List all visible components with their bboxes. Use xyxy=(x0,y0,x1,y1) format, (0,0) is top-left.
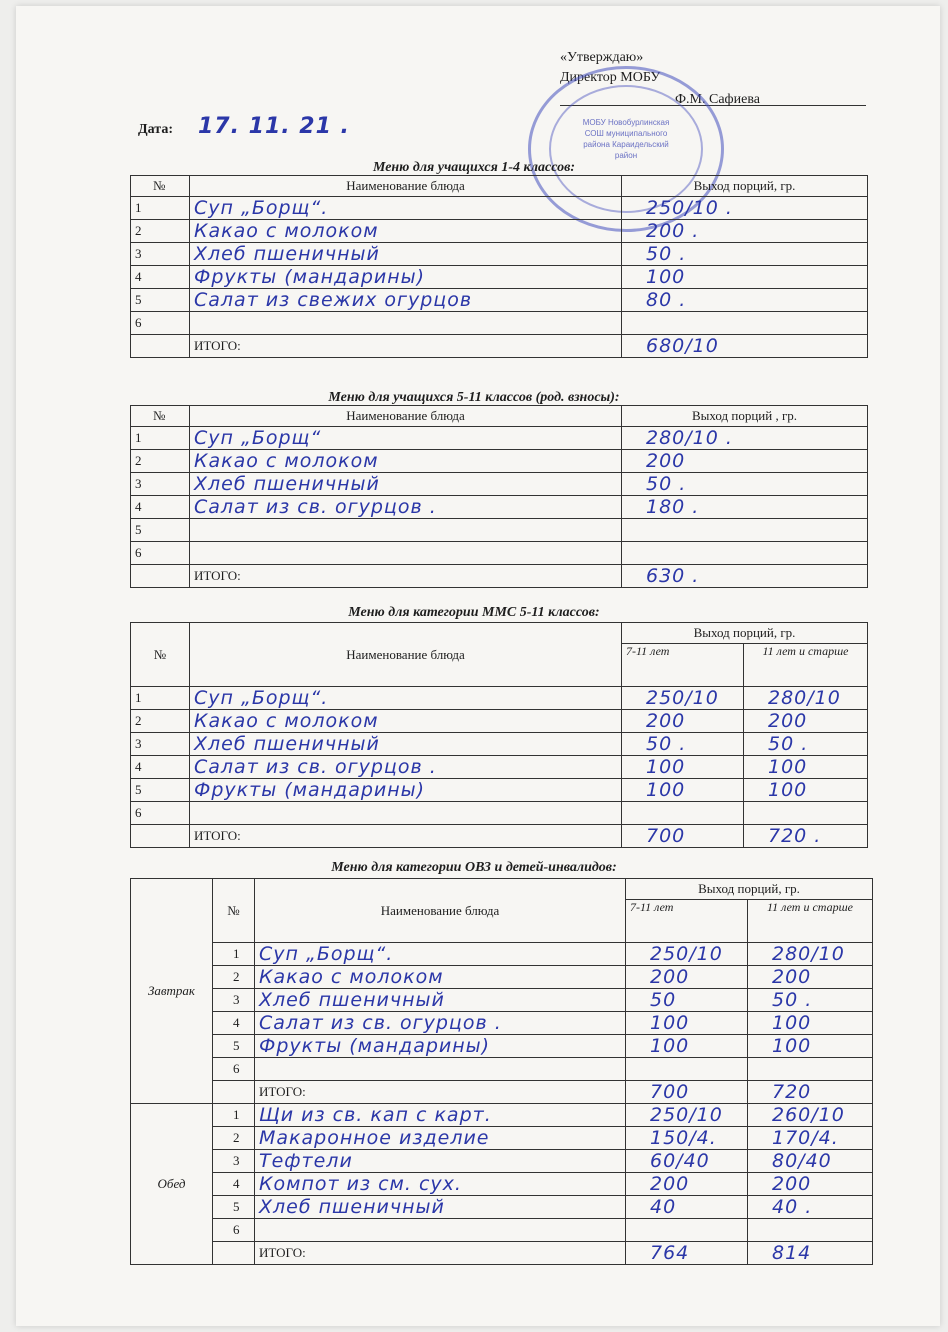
approval-title: «Утверждаю» xyxy=(560,50,644,65)
total-value-11-plus: 720 xyxy=(772,1081,812,1103)
row-number: 1 xyxy=(213,943,255,966)
dish-cell xyxy=(255,943,626,966)
dish-name: Хлеб пшеничный xyxy=(259,1196,445,1218)
dish-cell xyxy=(255,1058,626,1081)
total-cell xyxy=(622,335,868,358)
table-row xyxy=(131,1104,873,1127)
output-value-7-11: 100 xyxy=(646,756,686,778)
output-value-7-11 xyxy=(630,1058,650,1080)
age-11-plus-header: 11 лет и старше xyxy=(744,644,868,687)
total-row xyxy=(131,1242,873,1265)
dish-name: Щи из св. кап с карт. xyxy=(259,1104,492,1126)
total-value-11-plus: 720 . xyxy=(768,825,822,847)
dish-name: Суп „Борщ“ xyxy=(194,427,322,449)
output-value-7-11: 250/10 xyxy=(646,687,719,709)
table-row xyxy=(131,496,868,519)
row-number: 5 xyxy=(131,519,190,542)
dish-name: Фрукты (мандарины) xyxy=(259,1035,491,1057)
dish-name: Хлеб пшеничный xyxy=(194,473,380,495)
table-row xyxy=(131,802,868,825)
output-cell xyxy=(748,1104,873,1127)
output-cell xyxy=(622,687,744,710)
output-cell xyxy=(622,733,744,756)
output-value: 100 xyxy=(646,266,686,288)
dish-name: Хлеб пшеничный xyxy=(194,733,380,755)
output-value-11-plus: 40 . xyxy=(772,1196,813,1218)
output-value xyxy=(626,542,646,564)
row-number: 5 xyxy=(131,289,190,312)
output-cell xyxy=(744,687,868,710)
output-value xyxy=(626,312,646,334)
output-cell xyxy=(622,450,868,473)
table-row xyxy=(131,779,868,802)
dish-cell xyxy=(255,989,626,1012)
table-row xyxy=(131,756,868,779)
output-value: 280/10 . xyxy=(646,427,733,449)
approval-name: Ф.М. Сафиева xyxy=(675,92,760,107)
output-cell xyxy=(622,289,868,312)
dish-cell xyxy=(255,1150,626,1173)
output-cell xyxy=(622,756,744,779)
output-cell xyxy=(626,1035,748,1058)
output-cell xyxy=(748,1127,873,1150)
row-number: 2 xyxy=(213,966,255,989)
table-row xyxy=(131,289,868,312)
dish-cell xyxy=(190,450,622,473)
output-cell xyxy=(622,243,868,266)
dish-name: Хлеб пшеничный xyxy=(194,243,380,265)
row-number: 1 xyxy=(213,1104,255,1127)
output-cell xyxy=(748,1058,873,1081)
output-value: 50 . xyxy=(646,243,687,265)
dish-cell xyxy=(190,266,622,289)
age-7-11-header: 7-11 лет xyxy=(622,644,744,687)
output-value-11-plus: 100 xyxy=(772,1012,812,1034)
total-value: 630 . xyxy=(646,565,700,587)
output-cell xyxy=(748,1196,873,1219)
output-cell xyxy=(744,733,868,756)
dish-cell xyxy=(190,197,622,220)
dish-cell xyxy=(190,542,622,565)
menu3-table xyxy=(130,622,868,848)
dish-header: Наименование блюда xyxy=(190,176,622,197)
menu4-caption: Меню для категории ОВЗ и детей-инвалидов: xyxy=(331,860,617,875)
output-cell xyxy=(748,1012,873,1035)
total-cell xyxy=(748,1081,873,1104)
output-value-7-11: 200 xyxy=(650,1173,690,1195)
output-cell xyxy=(622,427,868,450)
table-header-row xyxy=(131,406,868,427)
dish-cell xyxy=(190,802,622,825)
total-label: ИТОГО: xyxy=(190,335,622,358)
empty-cell xyxy=(131,335,190,358)
menu4-table xyxy=(130,878,873,1265)
table-row xyxy=(131,1173,873,1196)
output-cell xyxy=(622,802,744,825)
row-number: 4 xyxy=(213,1173,255,1196)
dish-cell xyxy=(190,779,622,802)
row-number: 4 xyxy=(131,756,190,779)
num-header: № xyxy=(131,406,190,427)
table-row xyxy=(131,266,868,289)
dish-name: Макаронное изделие xyxy=(259,1127,490,1149)
num-header: № xyxy=(131,623,190,687)
row-number: 4 xyxy=(131,496,190,519)
output-cell xyxy=(748,1173,873,1196)
dish-cell xyxy=(255,1219,626,1242)
total-row xyxy=(131,565,868,588)
dish-header: Наименование блюда xyxy=(255,879,626,943)
output-value-11-plus: 50 . xyxy=(768,733,809,755)
output-cell xyxy=(626,1219,748,1242)
approval-position: Директор МОБУ xyxy=(560,70,661,85)
menu3-caption: Меню для категории ММС 5-11 классов: xyxy=(348,605,600,620)
dish-cell xyxy=(190,427,622,450)
output-value-11-plus: 200 xyxy=(768,710,808,732)
output-cell xyxy=(622,710,744,733)
row-number: 6 xyxy=(213,1219,255,1242)
dish-name: Суп „Борщ“. xyxy=(194,687,329,709)
output-header: Выход порций, гр. xyxy=(622,176,868,197)
output-cell xyxy=(626,1173,748,1196)
output-cell xyxy=(744,710,868,733)
output-value-11-plus: 200 xyxy=(772,1173,812,1195)
row-number: 2 xyxy=(213,1127,255,1150)
dish-cell xyxy=(190,473,622,496)
row-number: 1 xyxy=(131,687,190,710)
output-cell xyxy=(748,1219,873,1242)
total-cell xyxy=(748,1242,873,1265)
output-value-7-11: 150/4. xyxy=(650,1127,717,1149)
dish-cell xyxy=(255,1127,626,1150)
total-label: ИТОГО: xyxy=(255,1081,626,1104)
row-number: 6 xyxy=(131,542,190,565)
output-cell xyxy=(622,220,868,243)
total-value-7-11: 700 xyxy=(650,1081,690,1103)
row-number: 6 xyxy=(213,1058,255,1081)
dish-cell xyxy=(190,733,622,756)
output-cell xyxy=(622,473,868,496)
age-7-11-header: 7-11 лет xyxy=(626,900,748,943)
table-row xyxy=(131,1219,873,1242)
total-row xyxy=(131,825,868,848)
output-cell xyxy=(626,989,748,1012)
dish-name: Суп „Борщ“. xyxy=(194,197,329,219)
meal-label-breakfast: Завтрак xyxy=(131,879,213,1104)
row-number: 2 xyxy=(131,450,190,473)
dish-cell xyxy=(190,710,622,733)
output-value-7-11: 200 xyxy=(650,966,690,988)
table-header-row xyxy=(131,176,868,197)
output-cell xyxy=(626,1127,748,1150)
output-cell xyxy=(626,966,748,989)
output-value: 180 . xyxy=(646,496,700,518)
dish-cell xyxy=(190,243,622,266)
output-value: 80 . xyxy=(646,289,687,311)
total-cell xyxy=(622,565,868,588)
output-value xyxy=(626,519,646,541)
dish-cell xyxy=(255,966,626,989)
table-row xyxy=(131,989,873,1012)
table-row xyxy=(131,1150,873,1173)
row-number: 4 xyxy=(131,266,190,289)
table-header-row xyxy=(131,879,873,900)
age-11-plus-header: 11 лет и старше xyxy=(748,900,873,943)
table-row xyxy=(131,1196,873,1219)
table-row xyxy=(131,1058,873,1081)
output-value-7-11 xyxy=(626,802,646,824)
stamp-text: МОБУ Новобурлинская СОШ муниципального района Караидельский район xyxy=(582,118,670,160)
output-cell xyxy=(626,1196,748,1219)
output-value: 50 . xyxy=(646,473,687,495)
output-cell xyxy=(622,519,868,542)
total-row xyxy=(131,1081,873,1104)
output-value-11-plus xyxy=(752,1058,772,1080)
output-value-11-plus xyxy=(748,802,768,824)
row-number: 3 xyxy=(131,733,190,756)
row-number: 5 xyxy=(213,1035,255,1058)
table-row xyxy=(131,542,868,565)
output-value-11-plus: 280/10 xyxy=(772,943,845,965)
output-value: 250/10 . xyxy=(646,197,733,219)
output-value-7-11: 60/40 xyxy=(650,1150,710,1172)
output-cell xyxy=(744,756,868,779)
total-cell xyxy=(744,825,868,848)
total-value-7-11: 764 xyxy=(650,1242,690,1264)
num-header: № xyxy=(213,879,255,943)
output-cell xyxy=(622,266,868,289)
dish-name: Тефтели xyxy=(259,1150,353,1172)
dish-header: Наименование блюда xyxy=(190,406,622,427)
table-row xyxy=(131,943,873,966)
table-row xyxy=(131,1035,873,1058)
table-row xyxy=(131,312,868,335)
row-number: 6 xyxy=(131,312,190,335)
dish-name: Какао с молоком xyxy=(259,966,444,988)
dish-cell xyxy=(255,1104,626,1127)
output-value-11-plus xyxy=(752,1219,772,1241)
total-row xyxy=(131,335,868,358)
table-row xyxy=(131,243,868,266)
dish-header: Наименование блюда xyxy=(190,623,622,687)
row-number: 4 xyxy=(213,1012,255,1035)
output-cell xyxy=(626,1150,748,1173)
output-cell xyxy=(748,1150,873,1173)
table-row xyxy=(131,427,868,450)
output-header: Выход порций , гр. xyxy=(622,406,868,427)
output-cell xyxy=(748,966,873,989)
output-cell xyxy=(622,496,868,519)
dish-name: Компот из см. сух. xyxy=(259,1173,462,1195)
dish-cell xyxy=(190,220,622,243)
output-cell xyxy=(622,779,744,802)
output-cell xyxy=(622,312,868,335)
row-number: 3 xyxy=(131,243,190,266)
row-number: 3 xyxy=(131,473,190,496)
table-row xyxy=(131,1012,873,1035)
row-number: 2 xyxy=(131,710,190,733)
output-value-7-11: 250/10 xyxy=(650,1104,723,1126)
output-cell xyxy=(626,1012,748,1035)
empty-cell xyxy=(131,565,190,588)
dish-cell xyxy=(255,1012,626,1035)
empty-cell xyxy=(213,1081,255,1104)
output-cell xyxy=(626,1104,748,1127)
output-cell xyxy=(748,1035,873,1058)
table-row xyxy=(131,197,868,220)
output-cell xyxy=(626,1058,748,1081)
output-cell xyxy=(622,197,868,220)
output-cell xyxy=(748,989,873,1012)
output-value-7-11: 40 xyxy=(650,1196,677,1218)
table-row xyxy=(131,966,873,989)
row-number: 6 xyxy=(131,802,190,825)
dish-cell xyxy=(190,496,622,519)
output-cell xyxy=(622,542,868,565)
dish-cell xyxy=(255,1173,626,1196)
total-value: 680/10 xyxy=(646,335,719,357)
dish-cell xyxy=(190,519,622,542)
dish-cell xyxy=(255,1196,626,1219)
menu2-caption: Меню для учащихся 5-11 классов (род. взносы): xyxy=(328,390,620,405)
dish-name: Салат из св. огурцов . xyxy=(194,756,437,778)
dish-name: Хлеб пшеничный xyxy=(259,989,445,1011)
output-value-11-plus: 260/10 xyxy=(772,1104,845,1126)
row-number: 3 xyxy=(213,1150,255,1173)
row-number: 1 xyxy=(131,197,190,220)
dish-name: Фрукты (мандарины) xyxy=(194,779,426,801)
total-label: ИТОГО: xyxy=(190,825,622,848)
total-label: ИТОГО: xyxy=(255,1242,626,1265)
total-value-11-plus: 814 xyxy=(772,1242,812,1264)
output-cell xyxy=(744,802,868,825)
output-value-7-11: 50 . xyxy=(646,733,687,755)
output-value-7-11: 250/10 xyxy=(650,943,723,965)
output-value-11-plus: 100 xyxy=(772,1035,812,1057)
output-value-11-plus: 200 xyxy=(772,966,812,988)
dish-name: Какао с молоком xyxy=(194,710,379,732)
dish-name: Салат из свежих огурцов xyxy=(194,289,473,311)
total-cell xyxy=(626,1081,748,1104)
menu2-table xyxy=(130,405,868,588)
output-header: Выход порций, гр. xyxy=(626,879,873,900)
row-number: 3 xyxy=(213,989,255,1012)
row-number: 2 xyxy=(131,220,190,243)
total-cell xyxy=(622,825,744,848)
table-row xyxy=(131,733,868,756)
menu1-caption: Меню для учащихся 1-4 классов: xyxy=(372,160,576,175)
row-number: 5 xyxy=(213,1196,255,1219)
empty-cell xyxy=(131,825,190,848)
dish-cell xyxy=(190,687,622,710)
table-row xyxy=(131,220,868,243)
total-label: ИТОГО: xyxy=(190,565,622,588)
table-row xyxy=(131,519,868,542)
dish-cell xyxy=(255,1035,626,1058)
output-cell xyxy=(626,943,748,966)
meal-label-lunch: Обед xyxy=(131,1104,213,1265)
date-value: 17. 11. 21 . xyxy=(198,114,350,139)
date-row xyxy=(138,114,350,139)
table-row xyxy=(131,1127,873,1150)
output-value: 200 . xyxy=(646,220,700,242)
empty-cell xyxy=(213,1242,255,1265)
row-number: 1 xyxy=(131,427,190,450)
dish-cell xyxy=(190,756,622,779)
dish-name: Какао с молоком xyxy=(194,450,379,472)
output-value-11-plus: 100 xyxy=(768,779,808,801)
total-value-7-11: 700 xyxy=(646,825,686,847)
output-cell xyxy=(748,943,873,966)
menu1-table xyxy=(130,175,868,358)
output-value-7-11: 100 xyxy=(650,1035,690,1057)
row-number: 5 xyxy=(131,779,190,802)
table-row xyxy=(131,450,868,473)
output-value: 200 xyxy=(646,450,686,472)
output-value-11-plus: 50 . xyxy=(772,989,813,1011)
output-value-7-11: 200 xyxy=(646,710,686,732)
dish-name: Суп „Борщ“. xyxy=(259,943,394,965)
dish-name: Какао с молоком xyxy=(194,220,379,242)
output-cell xyxy=(744,779,868,802)
table-row xyxy=(131,687,868,710)
output-value-7-11 xyxy=(630,1219,650,1241)
dish-name: Фрукты (мандарины) xyxy=(194,266,426,288)
table-header-row xyxy=(131,623,868,644)
table-row xyxy=(131,710,868,733)
output-value-11-plus: 170/4. xyxy=(772,1127,839,1149)
dish-cell xyxy=(190,289,622,312)
dish-cell xyxy=(190,312,622,335)
dish-name: Салат из св. огурцов . xyxy=(259,1012,502,1034)
table-row xyxy=(131,473,868,496)
date-label: Дата: xyxy=(138,122,173,137)
output-header: Выход порций, гр. xyxy=(622,623,868,644)
output-value-7-11: 50 xyxy=(650,989,677,1011)
output-value-11-plus: 80/40 xyxy=(772,1150,832,1172)
dish-name: Салат из св. огурцов . xyxy=(194,496,437,518)
output-value-7-11: 100 xyxy=(650,1012,690,1034)
total-cell xyxy=(626,1242,748,1265)
output-value-7-11: 100 xyxy=(646,779,686,801)
output-value-11-plus: 280/10 xyxy=(768,687,841,709)
num-header: № xyxy=(131,176,190,197)
output-value-11-plus: 100 xyxy=(768,756,808,778)
